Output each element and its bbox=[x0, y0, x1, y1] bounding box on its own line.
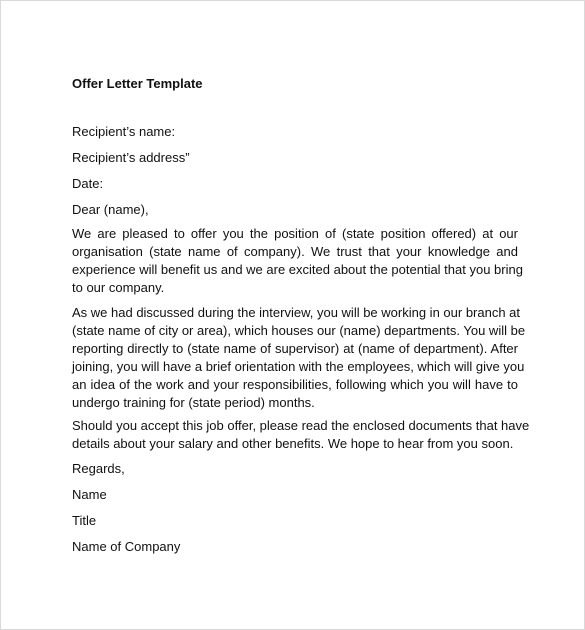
paragraph-line: joining, you will have a brief orientation with the employees, which will give you bbox=[72, 359, 525, 374]
paragraph-line: to our company. bbox=[72, 280, 165, 295]
signature-company: Name of Company bbox=[72, 539, 181, 554]
paragraph-line: As we had discussed during the interview, you will be working in our branch at bbox=[72, 305, 521, 320]
paragraph-line: experience will benefit us and we are excited about the potential that you bring bbox=[72, 262, 523, 277]
closing: Regards, bbox=[72, 461, 125, 476]
signature-title: Title bbox=[72, 513, 97, 528]
paragraph-line: an idea of the work and your responsibilities, following which you will have to bbox=[72, 377, 518, 392]
salutation: Dear (name), bbox=[72, 202, 149, 217]
paragraph-line: We are pleased to offer you the position of (state position offered) at our bbox=[72, 226, 518, 241]
document-title: Offer Letter Template bbox=[72, 76, 203, 91]
paragraph-acceptance bbox=[72, 417, 530, 453]
paragraph-work-details bbox=[72, 304, 526, 412]
signature-name: Name bbox=[72, 487, 107, 502]
paragraph-line: Should you accept this job offer, please read the enclosed documents that have bbox=[72, 418, 530, 433]
recipient-address-line: Recipient’s address” bbox=[72, 150, 190, 165]
paragraph-line: (state name of city or area), which houses our (name) departments. You will be bbox=[72, 323, 526, 338]
paragraph-line: undergo training for (state period) months. bbox=[72, 395, 315, 410]
paragraph-line: details about your salary and other benefits. We hope to hear from you soon. bbox=[72, 436, 514, 451]
recipient-name-line: Recipient’s name: bbox=[72, 124, 176, 139]
paragraph-line: organisation (state name of company). We trust that your knowledge and bbox=[72, 244, 518, 259]
paragraph-line: reporting directly to (state name of supervisor) at (name of department). After bbox=[72, 341, 518, 356]
paragraph-position-offer bbox=[72, 225, 523, 297]
date-line: Date: bbox=[72, 176, 104, 191]
